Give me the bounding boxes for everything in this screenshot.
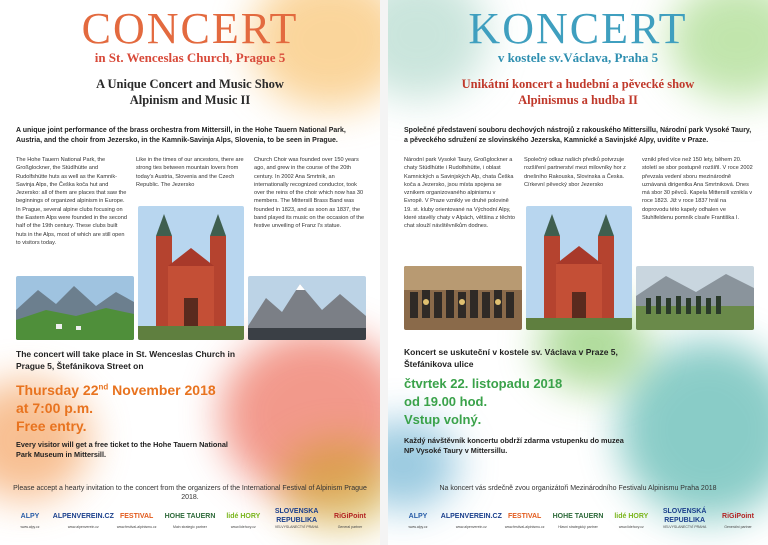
alpine-peaks-photo [248,276,366,340]
sponsor-caption: VELVYSLANECTVÍ PRAHA [274,525,319,529]
sponsor-caption: www.alpy.cz [20,525,40,529]
body-column: Church Choir was founded over 150 years ago, and grew in the course of the 20th century. In 2002 Ana Smrtnik, an internationally recognized conductor, took over the reins of the choir which now has 30 members. The Mittersill Brass Band was founded in 1823, and as soon as 1837, the band played its music on the occasion of the festive unveiling of Franz I's statue. [254,157,365,230]
sponsor-logo-item [659,507,711,530]
sponsor-caption: www.alpenverein.cz [455,525,487,529]
poster-subtitle [388,76,768,108]
mountain-village-photo [16,276,134,340]
sponsor-caption: VELVYSLANECTVÍ PRAHA [662,525,707,529]
sponsor-logo-item [552,507,604,530]
sponsor-logo: ALPY [408,512,428,520]
page-divider [380,0,388,545]
subtitle-line: Unikátní koncert a hudební a pěvecké show [461,77,695,91]
sponsor-caption: Main strategic partner [173,525,207,529]
intro-paragraph: A unique joint performance of the brass orchestra from Mittersill, in the Hohe Tauern National Park, Austria, and the choir from Jezersko, in the Kamnik-Savinja Alps, Slovenia, to be seen in Prague. [16,127,346,144]
poster-english [0,0,380,545]
subtitle-line: Alpinism and Music II [129,93,251,107]
venue-note: Koncert se uskuteční v kostele sv. Václava v Praze 5, Štefánikova ulice [404,347,618,369]
sponsor-logos [392,507,764,545]
brass-band-photo [404,266,522,330]
sponsor-logo: SLOVENSKA REPUBLIKA [274,508,319,524]
sponsor-caption: Hlavní strategický partner [558,525,598,529]
church-photo [138,206,244,340]
sponsor-logo-item [271,507,323,530]
invitation-text: Na koncert vás srdečně zvou organizátoři Mezinárodního Festivalu Alpinismu Praha 2018 [439,485,717,492]
sponsor-caption: www.lidehory.cz [618,525,644,529]
watercolor-splash [388,420,458,510]
entry-note: Free entry. [16,418,87,434]
concert-date: čtvrtek 22. listopadu 2018 [404,376,563,391]
sponsor-logo: RiGiPoint [722,512,754,520]
venue-heading: v kostele sv.Václava, Praha 5 [497,50,659,65]
concert-time: od 19.00 hod. [404,394,488,409]
sponsor-logo-item [111,507,163,530]
sponsor-logo: lidé HORY [614,512,649,520]
sponsor-logo: FESTIVAL [507,512,542,520]
sponsor-logo: ALPENVEREIN.CZ [52,512,114,520]
sponsor-logo: RiGiPoint [334,512,366,520]
sponsor-logo-item [499,507,551,530]
sponsor-logo: FESTIVAL [119,512,154,520]
sponsor-caption: General partner [337,525,363,529]
venue-heading: in St. Wenceslas Church, Prague 5 [94,50,286,65]
sponsor-logo: SLOVENSKÁ REPUBLIKA [662,508,707,524]
date-month-year: November 2018 [108,382,216,398]
sponsor-logo-item [440,507,502,530]
body-column: The Hohe Tauern National Park, the Großglockner, the Stüdlhütte and Rudolfshütte huts as well as the Kamnik-Savinja Alps, the Češka koča hut and Jezersko: all of them are places that saw the beginnings of organized alpinism in Europe. In Prague, several alpine clubs focusing on the Eastern Alps were founded in the second half of the 19th century. These clubs built huts in the Alps, most of which are still open to visitors today. [16,157,128,246]
poster-title: KONCERT [468,4,688,53]
concert-time: at 7:00 p.m. [16,400,94,416]
poster-subtitle [0,76,380,108]
entry-note: Vstup volný. [404,412,482,427]
body-column: vznikl před více než 150 lety, během 20. století se sbor postupně rozšířil. V roce 2002 převzala vedení sboru mezinárodně uznávaná dirigentka Ana Smrtniková. Dnes má sbor 30 pěvců. Kapela Mittersill vznikla v roce 1823. Již v roce 1837 hrál na doprovodu této kapely odhalen ve Stuhlfeldenu pomník císaře Františka I. [642,157,753,222]
intro-paragraph: Společné představení souboru dechových nástrojů z rakouského Mittersillu, Národní park Vysoké Taury, a pěveckého sdružení ze slovinského Jezerska, Kamnické a Savinjské Alpy, uvidíte v Praze. [404,127,752,144]
sponsor-logo-item [52,507,114,530]
date-suffix: nd [98,382,109,392]
sponsor-logo: lidé HORY [226,512,261,520]
poster-title: CONCERT [81,4,299,53]
sponsor-caption: www.alpy.cz [408,525,428,529]
sponsor-logo: HOHE TAUERN [552,512,604,520]
ticket-note: Každý návštěvník koncertu obdrží zdarma vstupenku do muzea NP Vysoké Taury v Mittersillu. [404,436,624,455]
sponsor-logos [4,507,376,545]
sponsor-logo-item [164,507,216,530]
body-column: Národní park Vysoké Taury, Großglockner a chaty Stüdlhütte i Rudolfshütte, i oblast Kamnických a Savinjských Alp, chata Češka koča a Jezersko, jsou místa spojena se vznikem organizovaného alpinismu v Evropě. V Praze vznikly ve druhé polovině 19. st. kluby orientované na Východní Alpy, které stavěly chaty v Alpách, většina z těchto chat slouží návštěvníkům dodnes. [404,157,515,230]
sponsor-logo: ALPENVEREIN.CZ [440,512,502,520]
concert-date [16,382,276,398]
body-column: Společný odkaz našich předků potvrzuje rozšíření partnerství mezi milovníky hor z dnešního Rakouska, Slovinska a Česka. Církevní pěvecký sbor Jezersko [524,157,626,188]
sponsor-logo: HOHE TAUERN [164,512,216,520]
poster-czech [388,0,768,545]
ticket-note: Every visitor will get a free ticket to the Hohe Tauern National Park Museum in Mittersill. [16,440,228,459]
sponsor-logo: ALPY [20,512,40,520]
choir-photo [636,266,754,330]
date-day: Thursday 22 [16,382,99,398]
subtitle-line: A Unique Concert and Music Show [96,77,284,91]
church-photo [526,206,632,330]
invitation-text: Please accept a hearty invitation to the concert from the organizers of the International Festival of Alpinism Prague 2018. [13,485,367,501]
subtitle-line: Alpinismus a hudba II [518,93,638,107]
sponsor-logo-item [4,507,56,530]
sponsor-logo-item [712,507,764,530]
sponsor-caption: www.alpenverein.cz [67,525,99,529]
sponsor-caption: www.festival-alpinismu.cz [116,525,157,529]
body-column: Like in the times of our ancestors, there are strong ties between mountain lovers from today's Austria, Slovenia and the Czech Republic. The Jezersko [136,157,244,188]
sponsor-logo-item [217,507,269,530]
sponsor-caption: www.festival-alpinismu.cz [504,525,545,529]
sponsor-caption: www.lidehory.cz [230,525,256,529]
sponsor-caption: Generální partner [724,525,752,529]
sponsor-logo-item [605,507,657,530]
sponsor-logo-item [392,507,444,530]
venue-note: The concert will take place in St. Wenceslas Church in Prague 5, Štefánikova Street on [16,349,236,371]
sponsor-logo-item [324,507,376,530]
